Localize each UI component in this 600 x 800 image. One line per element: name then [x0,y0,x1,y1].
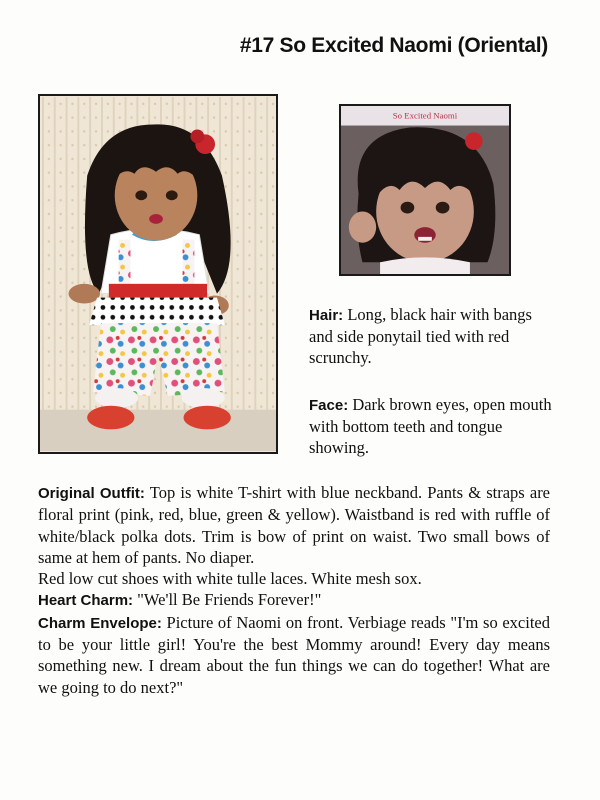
doll-closeup-figure [341,106,509,274]
doll-photo-full [38,94,278,454]
page-title: #17 So Excited Naomi (Oriental) [239,34,548,57]
shoes-line: Red low cut shoes with white tulle laces. White mesh sox. [38,569,422,589]
outfit-section [38,482,550,568]
hair-section [309,304,559,368]
face-text: Dark brown eyes, open mouth with bottom teeth and tongue showing. [309,395,552,457]
outfit-label: Original Outfit: [38,485,145,502]
charm-envelope-text: Picture of Naomi on front. Verbiage reads "I'm so excited to be your little girl! You're the best Mommy around! Every day means something new. I dream about the fun things we can do together! What are we going to do next?" [38,612,550,697]
heart-charm-section [38,589,550,611]
inset-banner-text: So Excited Naomi [392,110,458,121]
hair-label: Hair: [309,307,344,324]
description-body [38,482,550,698]
face-label: Face: [309,397,349,414]
doll-full-figure [40,96,276,452]
heart-charm-label: Heart Charm: [38,592,134,610]
charm-envelope-section [38,612,550,698]
outfit-text: Top is white T-shirt with blue neckband. Pants & straps are floral print (pink, red, blue, green & yellow). Waistband is red with ruffle of white/black polka dots. Trim is bow of print on waist. Two small bows of same at hem of pants. No diaper. [38,483,551,567]
hair-text: Long, black hair with bangs and side ponytail tied with red scrunchy. [309,305,532,367]
charm-envelope-label: Charm Envelope: [38,614,162,632]
doll-photo-closeup [339,104,511,276]
heart-charm-text: "We'll Be Friends Forever!" [137,590,322,610]
face-section [309,394,559,458]
